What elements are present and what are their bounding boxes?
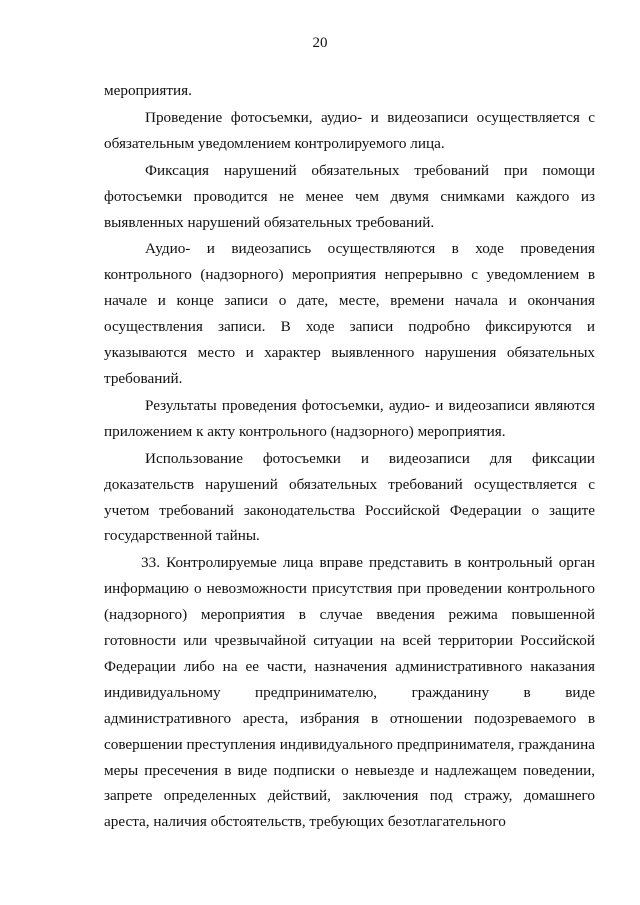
paragraph-continuation: мероприятия.	[104, 82, 192, 99]
paragraph-item-33: 33. Контролируемые лица вправе представить в контрольный орган информацию о невозможности присутствия при проведении контрольного (надзорного) мероприятия в случае введения режима повышенной готовности или чрезвычайной ситуации на всей территории Российской Федерации либо на ее части, назначения административного наказания индивидуальному предпринимателю, гражданину в виде административного ареста, избрания в отношении подозреваемого в совершении преступления индивидуального предпринимателя, гражданина меры пресечения в виде подписки о невыезде и надлежащем поведении, запрете определенных действий, заключения под стражу, домашнего ареста, наличия обстоятельств, требующих безотлагательного	[104, 554, 595, 831]
paragraph-state-secret: Использование фотосъемки и видеозаписи для фиксации доказательств нарушений обязательных требований осуществляется с учетом требований законодательства Российской Федерации о защите государственной тайны.	[104, 449, 595, 545]
paragraph-audio-video-recording: Аудио- и видеозапись осуществляются в ходе проведения контрольного (надзорного) мероприятия непрерывно с уведомлением в начале и конце записи о дате, месте, времени начала и окончания осуществления записи. В ходе записи подробно фиксируются и указываются место и характер выявленного нарушения обязательных требований.	[104, 240, 595, 387]
document-body	[104, 78, 595, 836]
paragraph-photo-recording-notice: Проведение фотосъемки, аудио- и видеозаписи осуществляется с обязательным уведомлением контролируемого лица.	[104, 108, 595, 152]
paragraph-recording-results: Результаты проведения фотосъемки, аудио- и видеозаписи являются приложением к акту контрольного (надзорного) мероприятия.	[104, 396, 595, 440]
paragraph-violation-photos: Фиксация нарушений обязательных требований при помощи фотосъемки проводится не менее чем двумя снимками каждого из выявленных нарушений обязательных требований.	[104, 161, 595, 231]
page-number: 20	[312, 35, 328, 51]
